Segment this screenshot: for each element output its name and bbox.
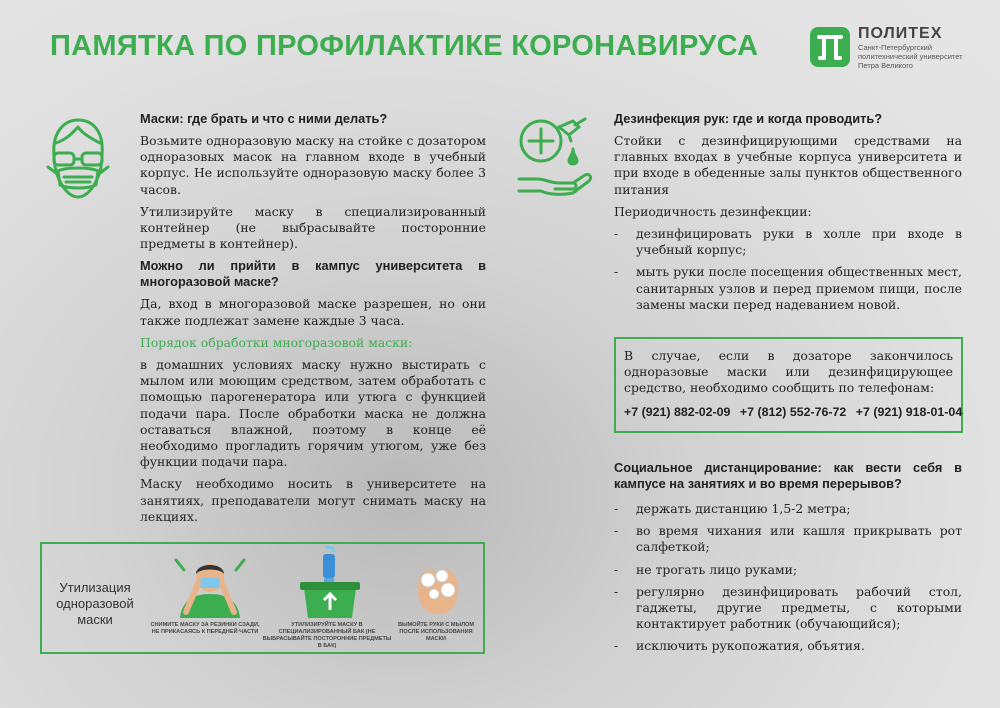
logo-sub-line: Санкт-Петербургский (858, 43, 933, 52)
disposal-step-caption: СНИМИТЕ МАСКУ ЗА РЕЗИНКИ СЗАДИ, НЕ ПРИКАСАЯСЬ К ПЕРЕДНЕЙ ЧАСТИ (150, 622, 260, 635)
distancing-list (614, 501, 962, 655)
list-item: - регулярно дезинфицировать рабочий стол, гаджеты, другие предметы, с которыми контактирует работник (обучающийся); (614, 584, 962, 633)
list-item: - держать дистанцию 1,5-2 метра; (614, 501, 962, 517)
disposal-step (262, 544, 392, 652)
hands-section (614, 111, 962, 319)
page-title: ПАМЯТКА ПО ПРОФИЛАКТИКЕ КОРОНАВИРУСА (50, 30, 759, 62)
disposal-label: Утилизация одноразовой маски (56, 580, 134, 627)
washing-hands-icon (410, 554, 466, 620)
disposal-step-caption: УТИЛИЗИРУЙТЕ МАСКУ В СПЕЦИАЛИЗИРОВАННЫЙ БАК (НЕ ВЫБРАСЫВАЙТЕ ПОСТОРОННИЕ ПРЕДМЕТЫ В БАК) (262, 622, 392, 649)
masks-paragraph: Да, вход в многоразовой маске разрешен, но они также подлежат замене каждые 3 часа. (140, 296, 486, 328)
reusable-mask-heading: Можно ли прийти в кампус университета в многоразовой маске? (140, 258, 486, 290)
list-item: - во время чихания или кашля прикрывать рот салфеткой; (614, 523, 962, 555)
hand-sanitizer-icon (515, 115, 595, 201)
phone-number[interactable]: +7 (921) 918-01-04 (855, 405, 963, 419)
hands-paragraph: Стойки с дезинфицирующими средствами на главных входах в учебные корпуса университета и при входе в обеденные залы пунктов общественного питания (614, 133, 962, 197)
masks-section (140, 111, 486, 531)
disposal-step (150, 544, 270, 652)
contact-info-text: В случае, если в дозаторе закончилось одноразовые маски или дезинфицирующее средство, необходимо сообщить по телефонам: (624, 348, 953, 395)
masks-paragraph: Утилизируйте маску в специализированный контейнер (не выбрасывайте посторонние предметы в контейнер). (140, 203, 486, 252)
contact-info-box (614, 337, 963, 433)
mask-disposal-panel (40, 542, 485, 654)
reusable-mask-order-heading: Порядок обработки многоразовой маски: (140, 334, 413, 350)
polytech-logo (810, 25, 995, 73)
phone-list (624, 404, 963, 420)
list-item: - не трогать лицо руками; (614, 562, 962, 578)
list-item: - дезинфицировать руки в холле при входе в учебный корпус; (614, 226, 962, 258)
recycling-bin-icon (290, 546, 370, 624)
masks-paragraph: в домашних условиях маску нужно выстирать с мылом или моющим средством, затем обработать с помощью парогенератора или утюга с функцией подачи пара. После обработки маска не должна оставаться влажной, поэтому в конце её необходимо прогладить горячим утюгом, уже без функции подачи пара. (140, 357, 486, 470)
disposal-step-caption: ВЫМОЙТЕ РУКИ С МЫЛОМ ПОСЛЕ ИСПОЛЬЗОВАНИЯ МАСКИ (397, 622, 475, 642)
polytech-logo-icon (810, 27, 850, 67)
masks-paragraph: Возьмите одноразовую маску на стойке с дозатором одноразовых масок на главном входе в учебный корпус. Не используйте одноразовую маску более 3 часов. (140, 133, 486, 197)
phone-number[interactable]: +7 (812) 552-76-72 (739, 405, 847, 419)
phone-number[interactable]: +7 (921) 882-02-09 (624, 405, 731, 419)
logo-subtitle (858, 43, 963, 70)
list-item: - мыть руки после посещения общественных мест, санитарных узлов и перед приемом пищи, после замены маски перед надеванием новой. (614, 264, 962, 313)
hands-heading: Дезинфекция рук: где и когда проводить? (614, 111, 883, 126)
masked-face-icon (42, 115, 114, 209)
logo-sub-line: Петра Великого (858, 61, 913, 70)
logo-sub-line: политехнический университет (858, 52, 963, 61)
list-item: - исключить рукопожатия, объятия. (614, 638, 962, 654)
distancing-section (614, 460, 962, 661)
periodicity-label: Периодичность дезинфекции: (614, 203, 812, 219)
hands-list (614, 226, 962, 313)
remove-mask-person-icon (170, 552, 250, 624)
masks-paragraph: Маску необходимо носить в университете на занятиях, преподаватели могут снимать маску на лекциях. (140, 476, 486, 524)
distancing-heading: Социальное дистанцирование: как вести себя в кампусе на занятиях и во время перерывов? (614, 460, 962, 491)
disposal-step (392, 544, 482, 652)
masks-heading: Маски: где брать и что с ними делать? (140, 111, 388, 126)
logo-name: ПОЛИТЕХ (858, 25, 943, 42)
